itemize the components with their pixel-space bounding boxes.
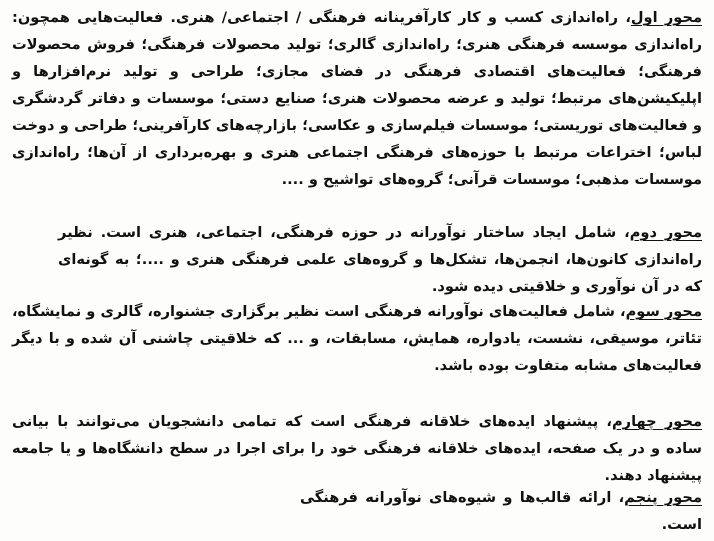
section-body: ، راه‌اندازی کسب و کار کارآفرینانه فرهنگی / اجتماعی/ هنری. فعالیت‌هایی همچون: راه‌اندازی موسسه فرهنگی هنری؛ راه‌اندازی گالری؛ تولید محصولات فرهنگی؛ فروش محصولات فرهنگی؛ فعالیت‌های اقتصادی فرهنگی در فضای مجازی؛ طراحی و تولید نرم‌افزارها و اپلیکیشن‌های مرتبط؛ تولید و عرضه محصولات هنری؛ صنایع دستی؛ موسسات و دفاتر گردشگری و فعالیت‌های توریستی؛ موسسات فیلم‌سازی و عکاسی؛ بازارچه‌های کارآفرینی؛ طراحی و دوخت لباس؛ اختراعات مرتبط با حوزه‌های فرهنگی اجتماعی هنری و بهره‌برداری از آن‌ها؛ راه‌اندازی موسسات مذهبی؛ موسسات قرآنی؛ گروه‌های تواشیح و .... <box>12 9 702 188</box>
section-axis-2 <box>58 219 702 300</box>
section-axis-3 <box>12 298 702 379</box>
section-body: ، ارائه قالب‌ها و شیوه‌های نوآورانه فرهنگی است. <box>300 489 702 533</box>
section-body: ، شامل ایجاد ساختار نوآورانه در حوزه فرهنگی، اجتماعی، هنری است. نظیر راه‌اندازی کانون‌ها، انجمن‌ها، تشکل‌ها و گروه‌های علمی فرهنگی هنری و ....؛ به گونه‌ای که در آن نوآوری و خلاقیتی دیده شود. <box>58 224 702 295</box>
section-axis-1 <box>12 4 702 193</box>
section-heading: محور سوم <box>625 303 702 320</box>
section-heading: محور چهارم <box>611 413 702 430</box>
section-body: ، شامل فعالیت‌های نوآورانه فرهنگی است نظیر برگزاری جشنواره، گالری و نمایشگاه، تئاتر، موسیقی، نشست، یادواره، همایش، مسابقات، و ... که خلاقیتی چاشنی آن شده و با دیگر فعالیت‌های مشابه متفاوت بوده باشد. <box>12 303 702 374</box>
section-body: ، پیشنهاد ایده‌های خلاقانه فرهنگی است که تمامی دانشجویان می‌توانند با بیانی ساده و در یک صفحه، ایده‌های خلاقانه فرهنگی خود را برای اجرا در سطح دانشگاه‌ها و یا جامعه پیشنهاد دهند. <box>12 413 702 484</box>
section-axis-4 <box>12 408 702 489</box>
section-heading: محور پنجم <box>624 489 702 506</box>
section-heading: محور اول <box>630 9 702 26</box>
section-axis-5 <box>300 484 702 538</box>
section-heading: محور دوم <box>629 224 703 241</box>
